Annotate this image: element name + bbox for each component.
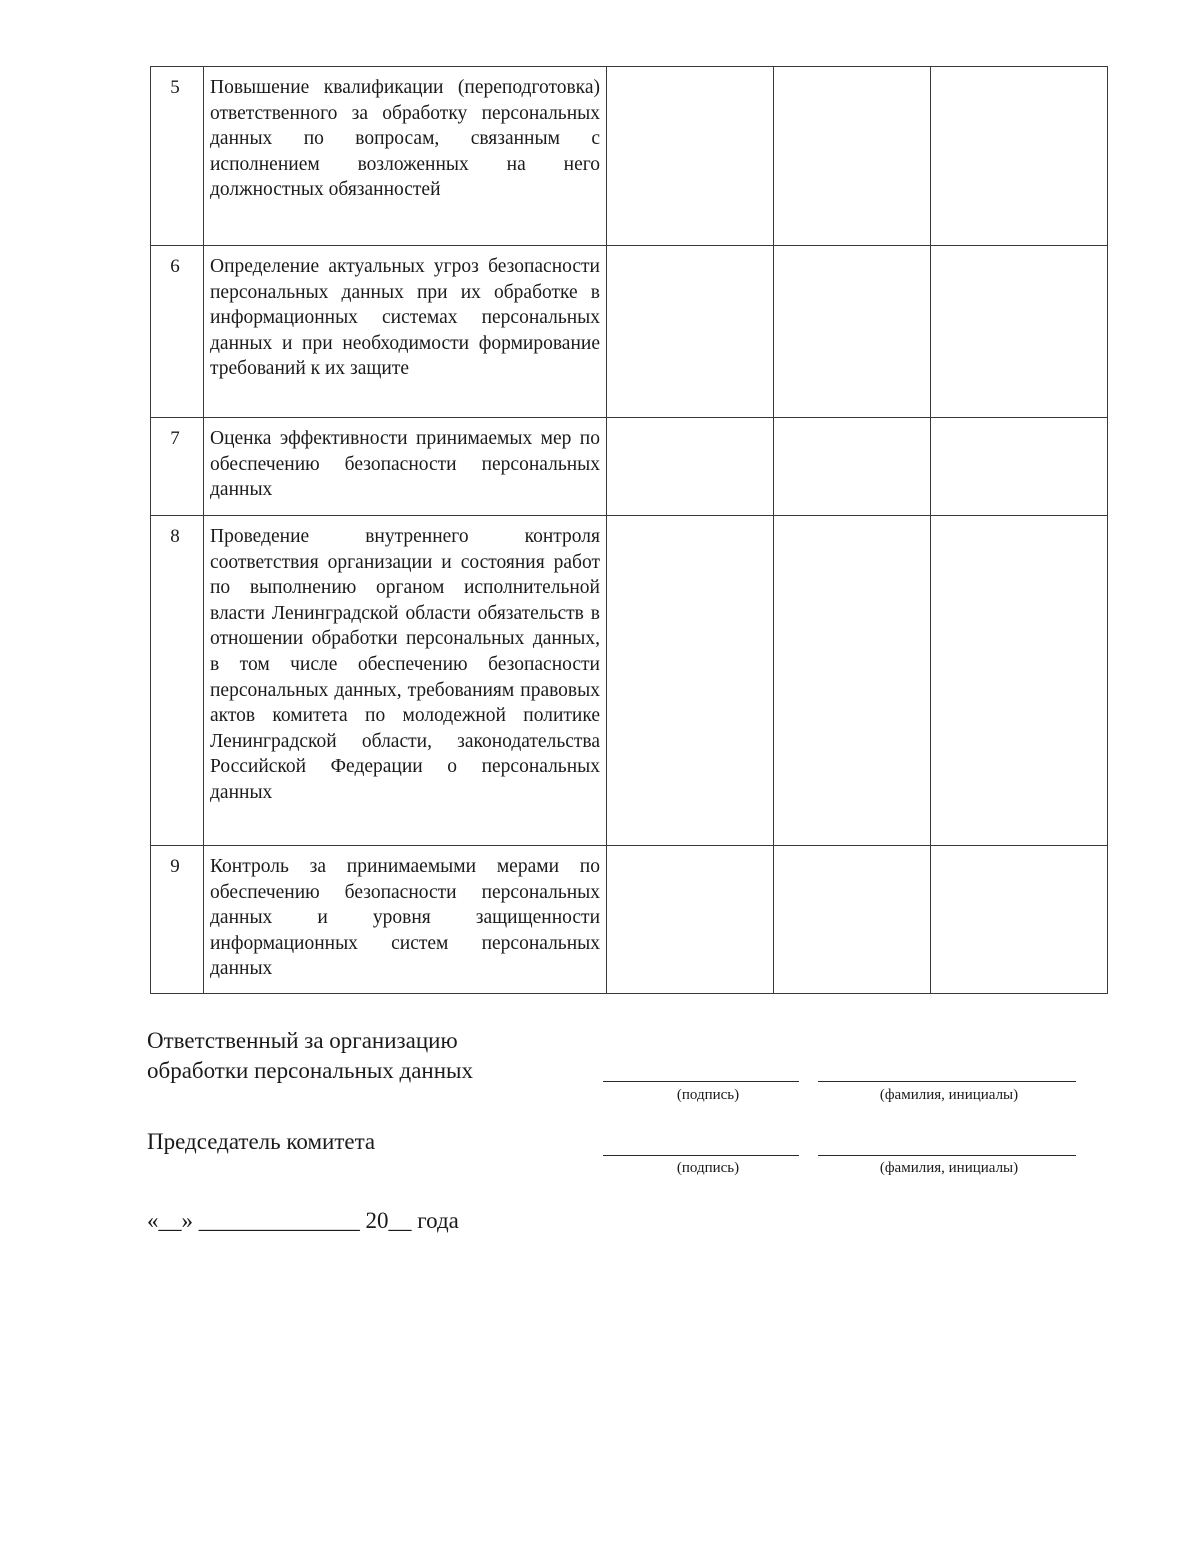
- empty-cell: [607, 246, 774, 418]
- row-description: Оценка эффективности принимаемых мер по обеспечению безопасности персональных данных: [204, 418, 607, 516]
- empty-cell: [774, 418, 931, 516]
- table-row: [151, 67, 1108, 246]
- row-description: Повышение квалификации (переподготовка) ответственного за обработку персональных данных по вопросам, связанным с исполнением возложенных на него должностных обязанностей: [204, 67, 607, 246]
- empty-cell: [931, 246, 1108, 418]
- table-row: [151, 516, 1108, 846]
- chairman-name-caption: (фамилия, инициалы): [879, 1160, 1019, 1176]
- empty-cell: [931, 846, 1108, 994]
- empty-cell: [774, 846, 931, 994]
- table-row: [151, 846, 1108, 994]
- row-description: Проведение внутреннего контроля соответствия организации и состояния работ по выполнению органом исполнительной власти Ленинградской области обязательств в отношении обработки персональных данных, в том числе обеспечению безопасности персональных данных, требованиям правовых актов комитета по молодежной политике Ленинградской области, законодательства Российской Федерации о персональных данных: [204, 516, 607, 846]
- responsible-name-caption: (фамилия, инициалы): [879, 1087, 1019, 1103]
- chairman-signature-line: [603, 1155, 799, 1156]
- empty-cell: [931, 67, 1108, 246]
- row-number: 6: [151, 246, 204, 418]
- empty-cell: [607, 418, 774, 516]
- empty-cell: [931, 516, 1108, 846]
- empty-cell: [607, 846, 774, 994]
- empty-cell: [774, 516, 931, 846]
- empty-cell: [774, 67, 931, 246]
- row-number: 9: [151, 846, 204, 994]
- row-number: 8: [151, 516, 204, 846]
- chairman-label: Председатель комитета: [147, 1129, 376, 1154]
- table-row: [151, 418, 1108, 516]
- row-description: Контроль за принимаемыми мерами по обеспечению безопасности персональных данных и уровня защищенности информационных систем персональных данных: [204, 846, 607, 994]
- responsible-signature-line: [603, 1081, 799, 1082]
- chairman-signature-label: [147, 1127, 375, 1157]
- empty-cell: [607, 516, 774, 846]
- row-number: 5: [151, 67, 204, 246]
- table-row: [151, 246, 1108, 418]
- chairman-name-line: [818, 1155, 1076, 1156]
- responsible-signature-label: [147, 1026, 473, 1086]
- responsible-label-line1: Ответственный за организацию: [147, 1028, 458, 1053]
- chairman-signature-caption: (подпись): [676, 1160, 740, 1176]
- empty-cell: [931, 418, 1108, 516]
- date-line: «__» ______________ 20__ года: [147, 1208, 459, 1233]
- responsible-name-line: [818, 1081, 1076, 1082]
- empty-cell: [607, 67, 774, 246]
- responsible-signature-caption: (подпись): [676, 1087, 740, 1103]
- row-description: Определение актуальных угроз безопасности персональных данных при их обработке в информационных системах персональных данных и при необходимости формирование требований к их защите: [204, 246, 607, 418]
- responsible-label-line2: обработки персональных данных: [147, 1058, 473, 1083]
- row-number: 7: [151, 418, 204, 516]
- empty-cell: [774, 246, 931, 418]
- measures-table: [150, 66, 1108, 994]
